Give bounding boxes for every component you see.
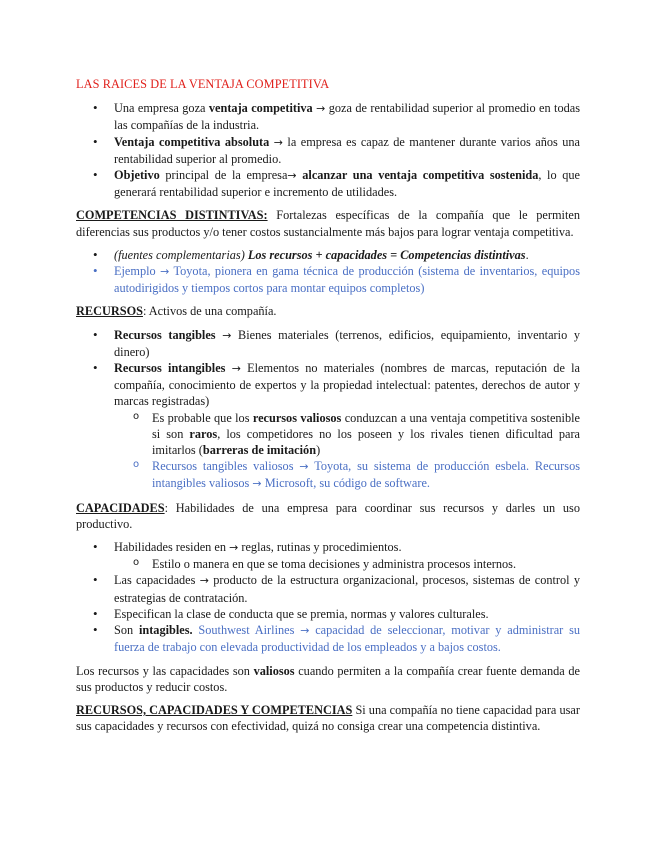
arrow-icon: → xyxy=(299,460,309,474)
section-heading: RECURSOS, CAPACIDADES Y COMPETENCIAS xyxy=(76,702,353,717)
arrow-icon: → xyxy=(229,541,239,555)
list-item: • Una empresa goza ventaja competitiva → goza de rentabilidad superior al promedio en todas las compañías de la industria. xyxy=(76,100,580,133)
recursos-sublist xyxy=(114,410,580,493)
list-item: • Las capacidades → producto de la estructura organizacional, procesos, sistemas de control y estrategias de contratación. xyxy=(76,572,580,605)
list-item: • Ventaja competitiva absoluta → la empresa es capaz de mantener durante varios años una rentabilidad superior al promedio. xyxy=(76,134,580,167)
capacidades-list xyxy=(76,539,580,655)
arrow-icon: → xyxy=(199,574,209,588)
list-item: • Ejemplo → Toyota, pionera en gama técnica de producción (sistema de inventarios, equipos autodirigidos y tiempos cortos para montar equipos completos) xyxy=(76,263,580,296)
valiosos-paragraph: Los recursos y las capacidades son valiosos cuando permiten a la compañía crear fuente demanda de sus productos y reducir costos. xyxy=(76,663,581,694)
list-item: • (fuentes complementarias) Los recursos + capacidades = Competencias distintivas. xyxy=(76,247,580,263)
list-item: • Habilidades residen en → reglas, rutinas y procedimientos. o Estilo o manera en que se toma decisiones y administra procesos internos. xyxy=(76,539,580,572)
arrow-icon: → xyxy=(231,362,241,376)
arrow-icon: → xyxy=(273,135,283,149)
competencias-paragraph: COMPETENCIAS DISTINTIVAS: Fortalezas específicas de la compañía que le permiten diferencias sus productos y/o tener costos sustancialmente más bajos para lograr ventaja competitiva. xyxy=(76,208,580,239)
section-heading: CAPACIDADES xyxy=(76,500,165,515)
list-item: o Recursos tangibles valiosos → Toyota, su sistema de producción esbela. Recursos intangibles valiosos → Microsoft, su código de software. xyxy=(114,458,580,492)
arrow-icon: → xyxy=(300,624,310,638)
rcc-paragraph: RECURSOS, CAPACIDADES Y COMPETENCIAS Si una compañía no tiene capacidad para usar sus capacidades y recursos con efectividad, quizá no consiga crear una competencia distintiva. xyxy=(76,702,580,734)
competencias-list xyxy=(76,247,580,297)
recursos-paragraph: RECURSOS: Activos de una compañía. xyxy=(76,304,277,319)
arrow-icon: → xyxy=(222,328,232,342)
section-heading: COMPETENCIAS DISTINTIVAS: xyxy=(76,208,268,223)
list-item: • Recursos intangibles → Elementos no materiales (nombres de marcas, reputación de la compañía, conocimiento de expertos y la propiedad intelectual: patentes, derechos de autor y marcas registradas) o Es probable que los recursos valiosos conduzcan a una ventaja competitiva sostenible si son raros, los competidores no los poseen y los rivales tienen dificultad para imitarlos (barreras de imitación) o Recursos tangibles valiosos → Toyota, su sistema de producción esbela. Recursos intangibles valiosos → Microsoft, su código de software. xyxy=(76,360,580,493)
arrow-icon: → xyxy=(287,169,297,183)
list-item: • Objetivo principal de la empresa→ alcanzar una ventaja competitiva sostenida, lo que generará rentabilidad superior e incremento de utilidades. xyxy=(76,167,580,200)
list-item: • Son intagibles. Southwest Airlines → capacidad de seleccionar, motivar y administrar su fuerza de trabajo con elevada productividad de los empleados y a bajos costos. xyxy=(76,622,580,655)
arrow-icon: → xyxy=(316,102,326,116)
recursos-list xyxy=(76,327,580,493)
list-item: • Especifican la clase de conducta que se premia, normas y valores culturales. xyxy=(76,606,580,622)
intro-list xyxy=(76,100,580,200)
capacidades-sublist xyxy=(114,556,580,572)
list-item: • Recursos tangibles → Bienes materiales (terrenos, edificios, equipamiento, inventario y dinero) xyxy=(76,327,580,360)
list-item: o Es probable que los recursos valiosos conduzcan a una ventaja competitiva sostenible si son raros, los competidores no los poseen y los rivales tienen dificultad para imitarlos (barreras de imitación) xyxy=(114,410,580,459)
section-heading: RECURSOS xyxy=(76,304,143,319)
document-body xyxy=(76,76,580,734)
arrow-icon: → xyxy=(160,265,170,279)
list-item: o Estilo o manera en que se toma decisiones y administra procesos internos. xyxy=(114,556,580,572)
page-title: LAS RAICES DE LA VENTAJA COMPETITIVA xyxy=(76,77,330,91)
arrow-icon: → xyxy=(252,477,262,491)
capacidades-paragraph: CAPACIDADES: Habilidades de una empresa para coordinar sus recursos y darles un uso productivo. xyxy=(76,500,580,531)
